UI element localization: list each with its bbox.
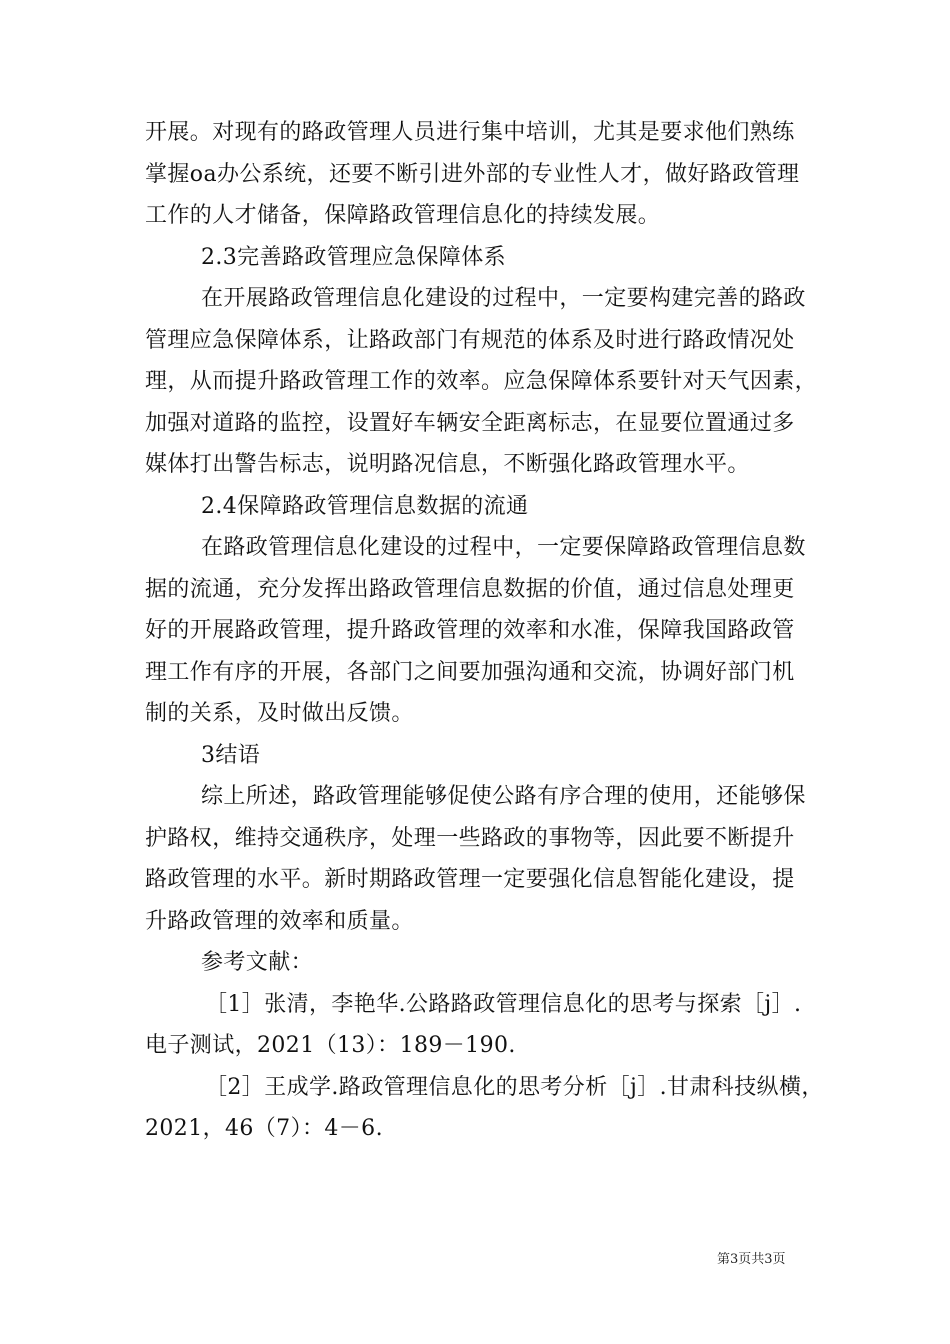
reference-item: ［1］张清，李艳华.公路路政管理信息化的思考与探索［j］. [205, 991, 802, 1017]
text-line: 升路政管理的效率和质量。 [145, 908, 414, 934]
text-line: 媒体打出警告标志，说明路况信息，不断强化路政管理水平。 [145, 452, 750, 477]
text-line: 制的关系，及时做出反馈。 [145, 701, 414, 726]
paragraph-first-line: 综上所述，路政管理能够促使公路有序合理的使用，还能够保 [201, 784, 806, 809]
text-line: 工作的人才储备，保障路政管理信息化的持续发展。 [145, 203, 661, 228]
text-line: 好的开展路政管理，提升路政管理的效率和水准，保障我国路政管 [145, 618, 795, 643]
document-body [145, 112, 824, 1150]
paragraph-first-line: 在路政管理信息化建设的过程中，一定要保障路政管理信息数 [201, 535, 806, 560]
text-line: 据的流通，充分发挥出路政管理信息数据的价值，通过信息处理更 [145, 576, 795, 602]
reference-continuation: 2021，46（7）：4－6. [145, 1116, 383, 1141]
references-heading: 参考文献： [201, 950, 314, 975]
reference-continuation: 电子测试，2021（13）：189－190. [145, 1033, 516, 1058]
text-line: 护路权，维持交通秩序，处理一些路政的事物等，因此要不断提升 [145, 825, 795, 851]
text-line: 开展。对现有的路政管理人员进行集中培训，尤其是要求他们熟练 [145, 120, 795, 145]
paragraph-first-line: 在开展路政管理信息化建设的过程中，一定要构建完善的路政 [201, 286, 806, 311]
text-line: 管理应急保障体系，让路政部门有规范的体系及时进行路政情况处 [145, 327, 795, 353]
reference-item: ［2］王成学.路政管理信息化的思考分析［j］.甘肃科技纵横， [205, 1074, 824, 1100]
text-line: 加强对道路的监控，设置好车辆安全距离标志，在显要位置通过多 [145, 410, 795, 436]
text-line: 理工作有序的开展，各部门之间要加强沟通和交流，协调好部门机 [145, 659, 795, 685]
text-line: 掌握oa办公系统，还要不断引进外部的专业性人才，做好路政管理 [145, 161, 800, 187]
page-number: 第3页共3页 [717, 1252, 786, 1267]
section-heading: 3结语 [201, 742, 261, 768]
section-heading: 2.4保障路政管理信息数据的流通 [201, 493, 529, 519]
text-line: 路政管理的水平。新时期路政管理一定要强化信息智能化建设，提 [145, 867, 795, 892]
section-heading: 2.3完善路政管理应急保障体系 [201, 244, 506, 270]
text-line: 理，从而提升路政管理工作的效率。应急保障体系要针对天气因素， [145, 369, 818, 394]
